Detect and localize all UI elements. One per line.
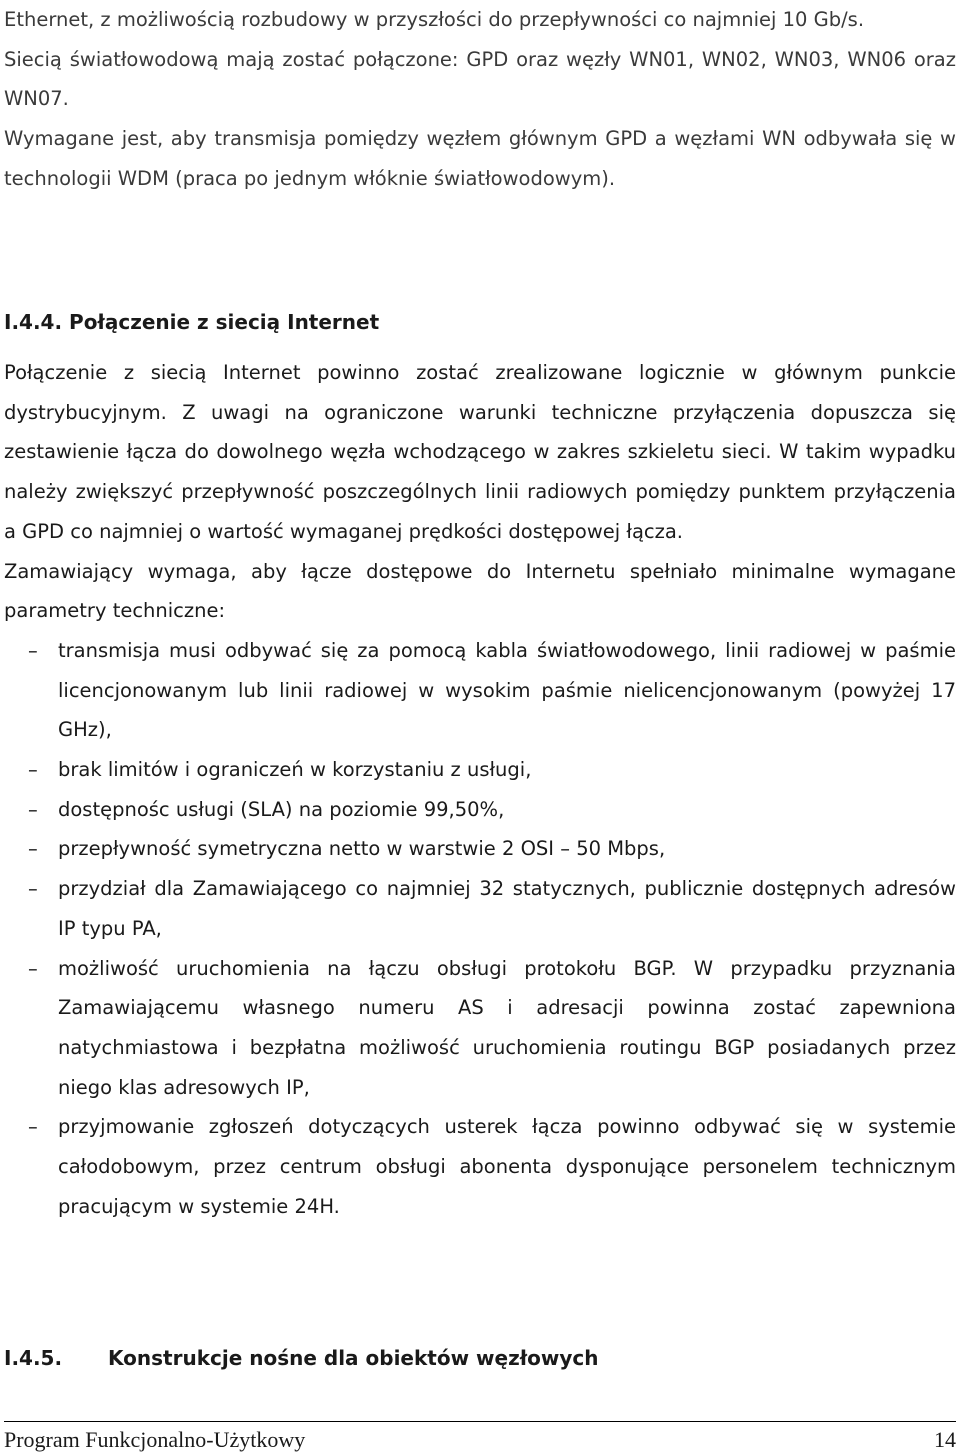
list-item-text: transmisja musi odbywać się za pomocą kabla światłowodowego, linii radiowej w paśmie licencjonowanym lub linii radiowej w wysokim paśmie nielicencjonowanym (powyżej 17 GHz), — [58, 638, 956, 742]
list-item-text: dostępnośc usługi (SLA) na poziomie 99,50%, — [58, 797, 505, 821]
dash-bullet: – — [28, 797, 38, 821]
intro-paragraph: Siecią światłowodową mają zostać połączone: GPD oraz węzły WN01, WN02, WN03, WN06 oraz WN07. — [4, 47, 956, 111]
list-item — [4, 790, 956, 830]
intro-paragraph: Wymagane jest, aby transmisja pomiędzy węzłem głównym GPD a węzłami WN odbywała się w technologii WDM (praca po jednym włóknie światłowodowym). — [4, 127, 956, 190]
list-item — [4, 869, 956, 948]
dash-bullet: – — [28, 837, 38, 861]
dash-bullet: – — [28, 877, 38, 901]
dash-bullet: – — [28, 758, 38, 782]
list-item-text: przyjmowanie zgłoszeń dotyczących usterek łącza powinno odbywać się w systemie całodobowym, przez centrum obsługi abonenta dysponujące personelem technicznym pracującym w systemie 24H. — [58, 1115, 956, 1218]
body-paragraph: Zamawiający wymaga, aby łącze dostępowe do Internetu spełniało minimalne wymagane parametry techniczne: — [4, 559, 956, 623]
list-item-text: przepływność symetryczna netto w warstwie 2 OSI – 50 Mbps, — [58, 837, 666, 861]
footer-title: Program Funkcjonalno-Użytkowy — [4, 1427, 306, 1452]
page-number: 14 — [934, 1427, 956, 1452]
list-item-text: możliwość uruchomienia na łączu obsługi protokołu BGP. W przypadku przyznania Zamawiającemu własnego numeru AS i adresacji powinna zostać zapewniona natychmiastowa i bezpłatna możliwość uruchomienia routingu BGP posiadanych przez niego klas adresowych IP, — [58, 956, 956, 1099]
list-item — [4, 631, 956, 750]
body-paragraph: Połączenie z siecią Internet powinno zostać zrealizowane logicznie w głównym punkcie dystrybucyjnym. Z uwagi na ograniczone warunki techniczne przyłączenia dopuszcza się zestawienie łącza do dowolnego węzła wchodzącego w zakres szkieletu sieci. W takim wypadku należy zwiększyć przepływność poszczególnych linii radiowych pomiędzy punktem przyłączenia a GPD co najmniej o wartość wymaganej prędkości dostępowej łącza. — [4, 361, 956, 543]
list-item-text: przydział dla Zamawiającego co najmniej 32 statycznych, publicznie dostępnych adresów IP typu PA, — [58, 877, 956, 940]
dash-bullet: – — [28, 956, 38, 980]
list-item — [4, 949, 956, 1108]
section-title: Konstrukcje nośne dla obiektów węzłowych — [108, 1346, 599, 1370]
section-heading-next — [4, 1338, 598, 1378]
requirements-list — [4, 631, 956, 1227]
dash-bullet: – — [28, 638, 38, 662]
section-heading: I.4.4. Połączenie z siecią Internet — [4, 310, 380, 334]
dash-bullet: – — [28, 1115, 38, 1139]
list-item — [4, 1107, 956, 1226]
section-number: I.4.5. — [4, 1346, 63, 1370]
list-item-text: brak limitów i ograniczeń w korzystaniu z usługi, — [58, 758, 532, 782]
section-body — [4, 353, 956, 1226]
intro-block — [4, 0, 956, 199]
list-item — [4, 829, 956, 869]
list-item — [4, 750, 956, 790]
intro-paragraph: Ethernet, z możliwością rozbudowy w przyszłości do przepływności co najmniej 10 Gb/s. — [4, 8, 865, 31]
